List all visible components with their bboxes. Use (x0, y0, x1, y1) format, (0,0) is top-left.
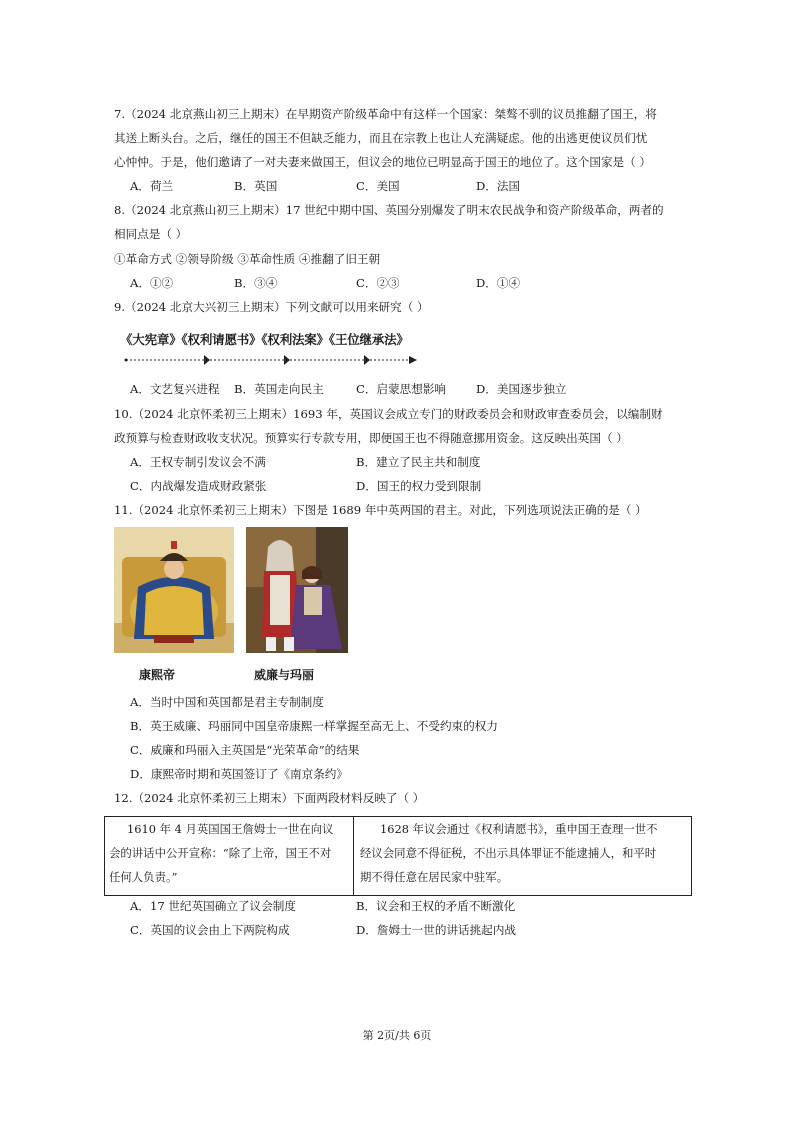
q7-stem-line3: 心忡忡。于是，他们邀请了一对夫妻来做国王，但议会的地位已明显高于国王的地位了。这个国家是（ ） (114, 155, 652, 169)
q7-option-c[interactable]: C．美国 (356, 179, 400, 193)
q12-material-left (105, 817, 354, 895)
q10-stem-line2: 政预算与检查财政收支状况。预算实行专款专用，即便国王也不得随意挪用资金。这反映出英国（ ） (114, 431, 628, 445)
page-number-footer: 第 2页/共 6页 (362, 1029, 432, 1042)
q9-option-d[interactable]: D．美国逐步独立 (476, 382, 567, 396)
q9-stem-line1: 9.（2024 北京大兴初三上期末）下列文献可以用来研究（ ） (114, 300, 429, 314)
q12-option-a[interactable]: A．17 世纪英国确立了议会制度 (130, 899, 296, 913)
caption-kangxi: 康熙帝 (139, 668, 176, 682)
q11-stem-line1: 11.（2024 北京怀柔初三上期末）下图是 1689 年中英两国的君主。对此，下列选项说法正确的是（ ） (114, 503, 647, 517)
q12-left-line3: 任何人负责。” (109, 870, 178, 884)
q12-right-line3: 期不得任意在居民家中驻军。 (360, 870, 509, 884)
q8-option-b[interactable]: B．③④ (234, 276, 278, 290)
kangxi-portrait (114, 527, 234, 653)
william-and-mary-portrait (246, 527, 348, 653)
q8-option-a[interactable]: A．①② (130, 276, 174, 290)
q8-stem-line1: 8.（2024 北京燕山初三上期末）17 世纪中期中国、英国分别爆发了明末农民战争和资产阶级革命，两者的 (114, 203, 664, 217)
q9-option-a[interactable]: A．文艺复兴进程 (130, 382, 220, 396)
q7-stem-line2: 其送上断头台。之后，继任的国王不但缺乏能力，而且在宗教上也让人充满疑虑。他的出逃更使议员们忧 (114, 131, 648, 145)
q10-option-c[interactable]: C．内战爆发造成财政紧张 (130, 479, 267, 493)
q7-option-a[interactable]: A．荷兰 (130, 179, 174, 193)
q11-option-a[interactable]: A．当时中国和英国都是君主专制制度 (130, 695, 324, 709)
q7-option-b[interactable]: B．英国 (234, 179, 278, 193)
q7-option-d[interactable]: D．法国 (476, 179, 521, 193)
q12-right-line1: 1628 年议会通过《权利请愿书》，重申国王查理一世不 (380, 822, 658, 836)
q8-option-d[interactable]: D．①④ (476, 276, 521, 290)
william-and-mary-image (246, 527, 348, 653)
q9-timeline-arrow (124, 354, 420, 366)
q9-timeline-labels: 《大宪章》《权利请愿书》《权利法案》《王位继承法》 (120, 332, 409, 347)
q9-option-c[interactable]: C．启蒙思想影响 (356, 382, 447, 396)
q10-option-d[interactable]: D．国王的权力受到限制 (356, 479, 482, 493)
q9-option-b[interactable]: B．英国走向民主 (234, 382, 324, 396)
q10-option-a[interactable]: A．王权专制引发议会不满 (130, 455, 266, 469)
q8-items: ①革命方式 ②领导阶级 ③革命性质 ④推翻了旧王朝 (114, 252, 381, 266)
q9-document-timeline (120, 330, 420, 370)
q12-option-d[interactable]: D．詹姆士一世的讲话挑起内战 (356, 923, 517, 937)
q11-option-d[interactable]: D．康熙帝时期和英国签订了《南京条约》 (130, 767, 348, 781)
q8-stem-line2: 相同点是（ ） (114, 227, 188, 241)
q12-left-line1: 1610 年 4 月英国国王詹姆士一世在向议 (127, 822, 334, 836)
q11-option-b[interactable]: B．英王威廉、玛丽同中国皇帝康熙一样掌握至高无上、不受约束的权力 (130, 719, 498, 733)
caption-william-mary: 威廉与玛丽 (254, 668, 315, 682)
q12-left-line2: 会的讲话中公开宣称：“除了上帝，国王不对 (109, 846, 332, 860)
q12-option-b[interactable]: B．议会和王权的矛盾不断激化 (356, 899, 516, 913)
q10-stem-line1: 10.（2024 北京怀柔初三上期末）1693 年，英国议会成立专门的财政委员会和财政审查委员会，以编制财 (114, 407, 663, 421)
q10-option-b[interactable]: B．建立了民主共和制度 (356, 455, 481, 469)
q7-stem-line1: 7.（2024 北京燕山初三上期末）在早期资产阶级革命中有这样一个国家：桀骜不驯的议员推翻了国王，将 (114, 107, 657, 121)
q8-option-c[interactable]: C．②③ (356, 276, 400, 290)
q12-material-right (354, 817, 691, 895)
kangxi-portrait-image (114, 527, 234, 653)
q12-option-c[interactable]: C．英国的议会由上下两院构成 (130, 923, 290, 937)
q12-stem-line1: 12.（2024 北京怀柔初三上期末）下面两段材料反映了（ ） (114, 791, 425, 805)
q11-option-c[interactable]: C．威廉和玛丽入主英国是“光荣革命”的结果 (130, 743, 360, 757)
q12-right-line2: 经议会同意不得征税，不出示具体罪证不能逮捕人，和平时 (360, 846, 657, 860)
q12-materials-table (104, 816, 692, 896)
